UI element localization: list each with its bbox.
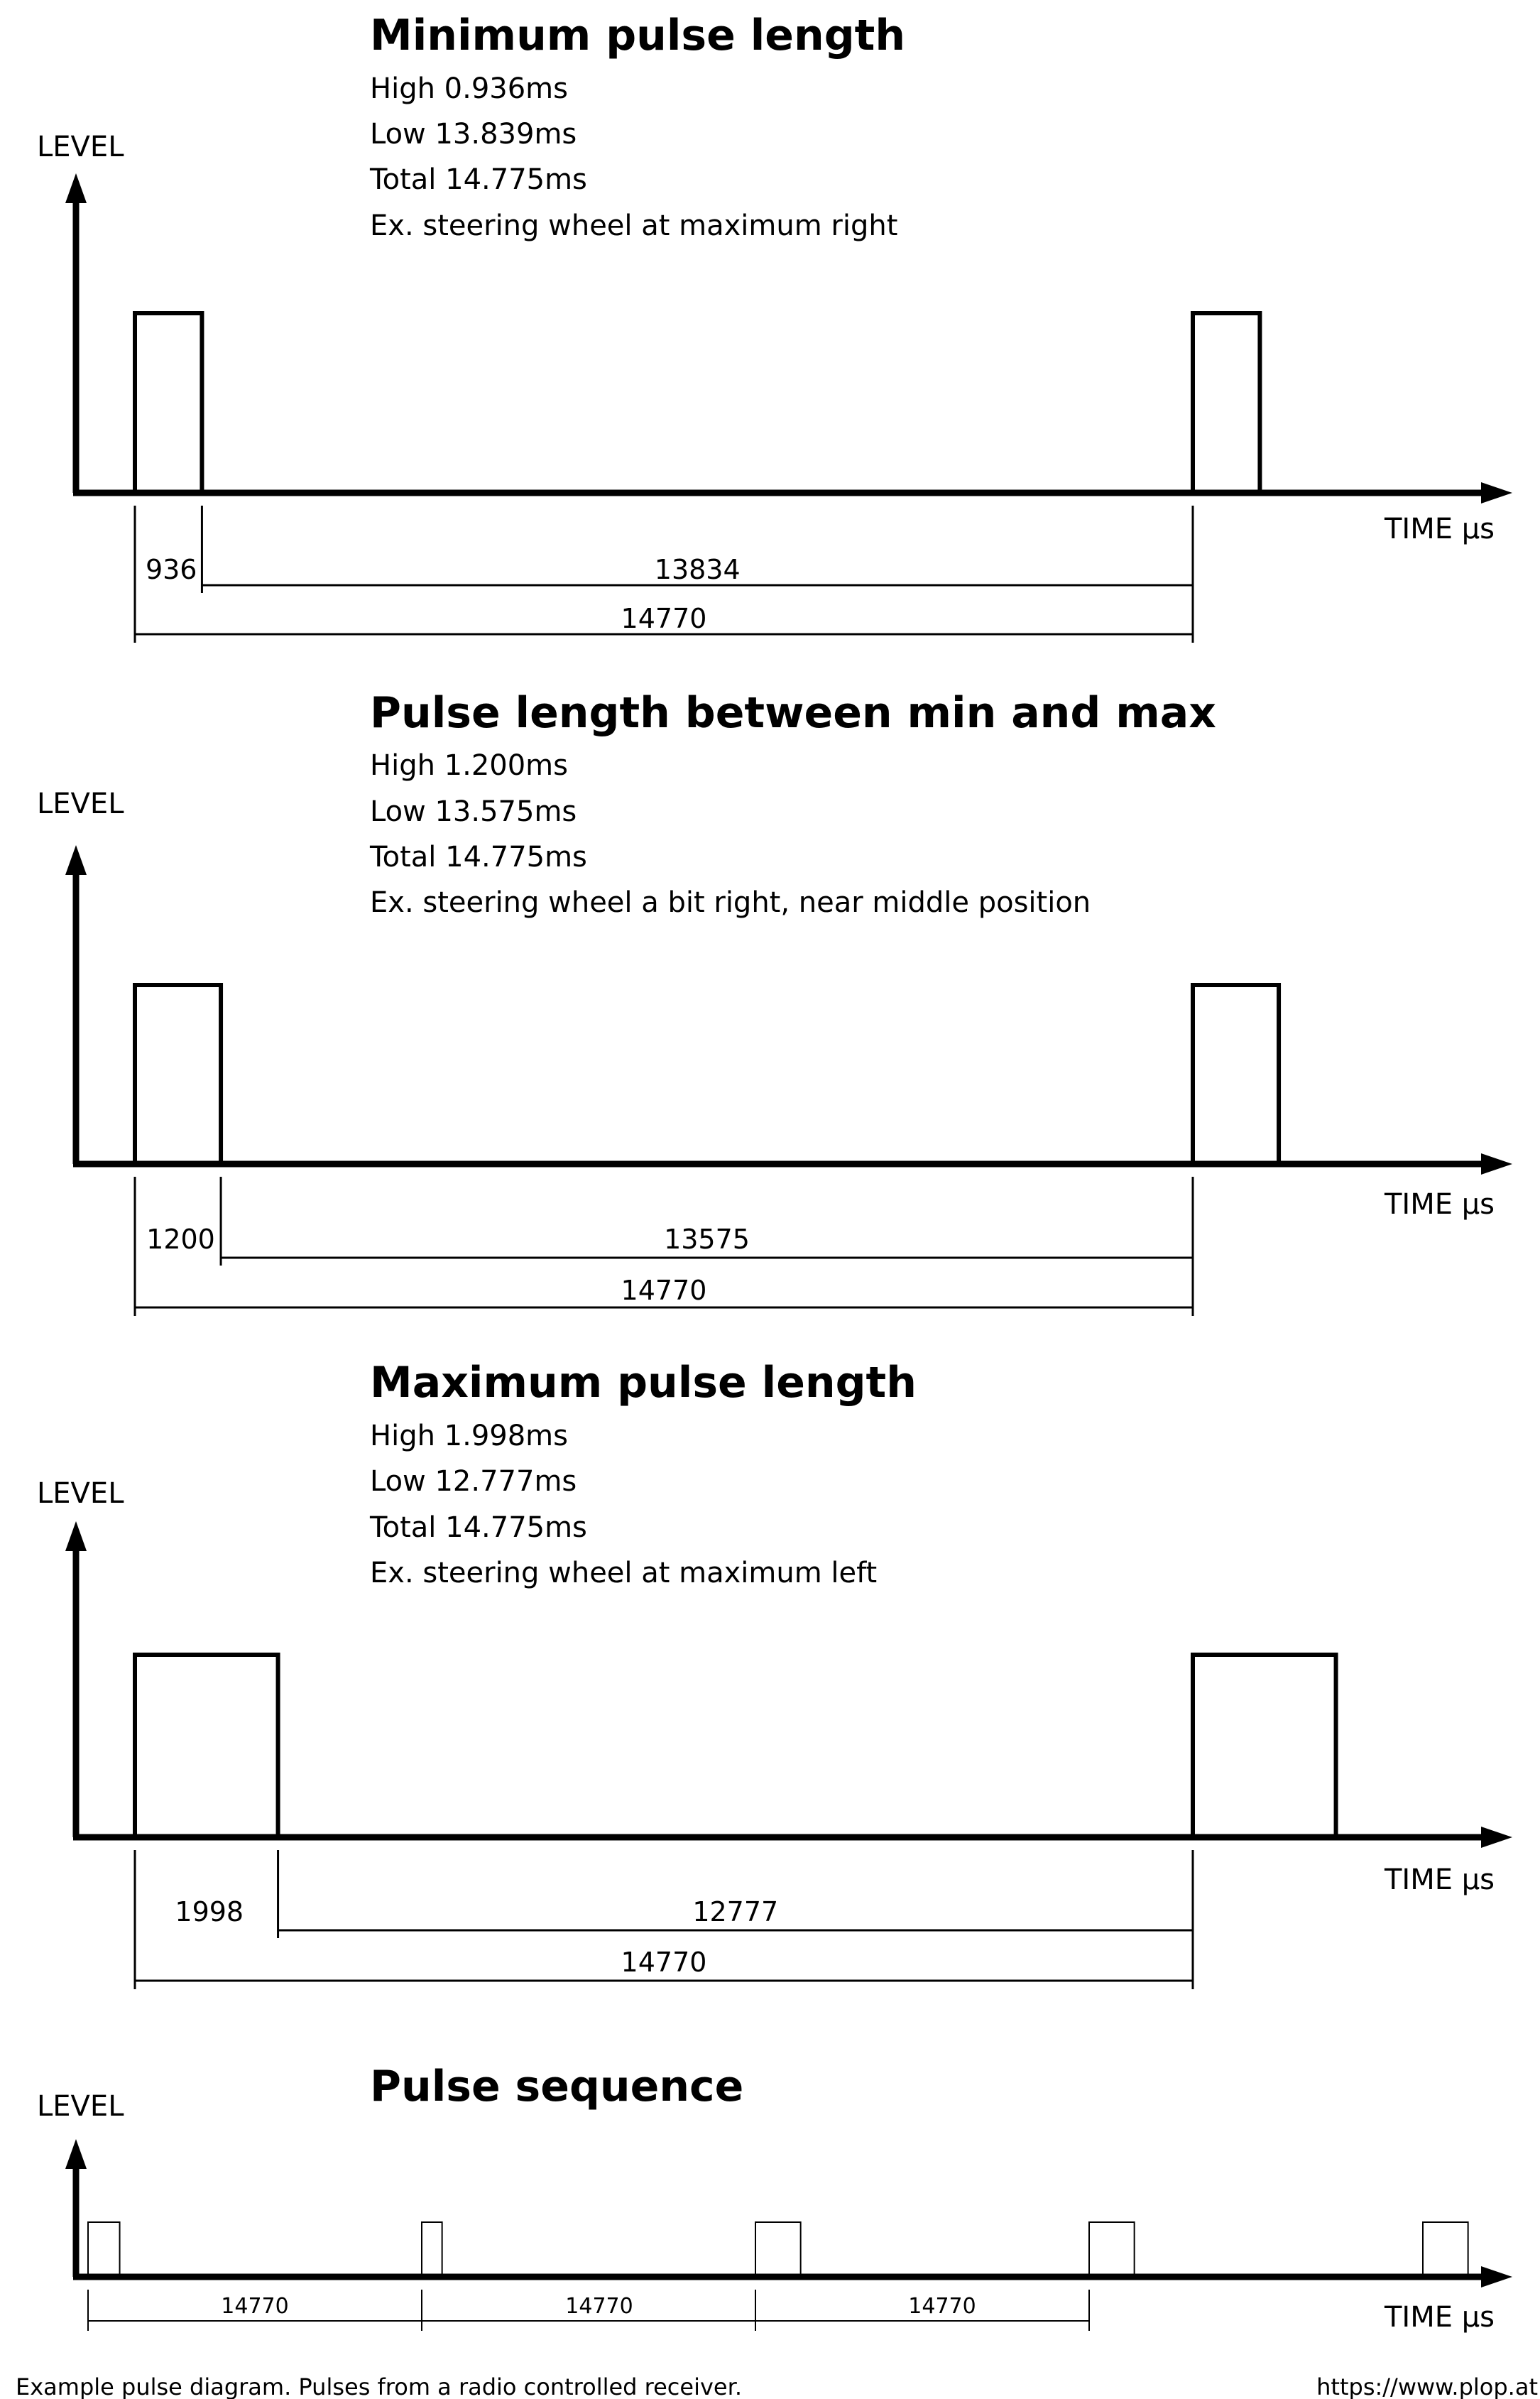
y-axis-arrow bbox=[65, 173, 87, 203]
sequence-pulse bbox=[422, 2222, 442, 2277]
low-duration-label: 13575 bbox=[664, 1224, 750, 1255]
example-text: Ex. steering wheel at maximum right bbox=[370, 210, 898, 242]
panel-title: Maximum pulse length bbox=[370, 1358, 917, 1408]
footer-caption: Example pulse diagram. Pulses from a radio controlled receiver. bbox=[16, 2373, 742, 2399]
y-axis-label: LEVEL bbox=[37, 2090, 124, 2123]
high-duration-label: 1200 bbox=[146, 1224, 215, 1255]
y-axis-arrow bbox=[65, 2139, 87, 2169]
high-time-text: High 1.200ms bbox=[370, 749, 568, 782]
low-time-text: Low 13.575ms bbox=[370, 795, 577, 828]
total-time-text: Total 14.775ms bbox=[370, 841, 587, 874]
y-axis-arrow bbox=[65, 845, 87, 875]
sequence-pulse bbox=[88, 2222, 120, 2277]
period-label: 14770 bbox=[621, 603, 707, 634]
sequence-pulse bbox=[755, 2222, 801, 2277]
panel-minimum-pulse bbox=[37, 11, 1512, 643]
high-time-text: High 1.998ms bbox=[370, 1420, 568, 1452]
total-time-text: Total 14.775ms bbox=[370, 1511, 587, 1544]
period-label: 14770 bbox=[221, 2294, 289, 2319]
x-axis-arrow bbox=[1481, 2266, 1512, 2288]
y-axis-label: LEVEL bbox=[37, 788, 124, 820]
high-duration-label: 936 bbox=[145, 554, 197, 585]
low-time-text: Low 13.839ms bbox=[370, 118, 577, 151]
high-time-text: High 0.936ms bbox=[370, 72, 568, 105]
x-axis-arrow bbox=[1481, 1827, 1512, 1848]
x-axis-label: TIME µs bbox=[1385, 1864, 1495, 1896]
period-label: 14770 bbox=[621, 1947, 707, 1978]
y-axis-label: LEVEL bbox=[37, 131, 124, 163]
panel-mid-pulse bbox=[37, 688, 1512, 1316]
x-axis-label: TIME µs bbox=[1385, 1188, 1495, 1221]
example-text: Ex. steering wheel at maximum left bbox=[370, 1557, 878, 1589]
pulse-waveform bbox=[135, 985, 1279, 1164]
sequence-pulse bbox=[1423, 2222, 1468, 2277]
x-axis-arrow bbox=[1481, 1153, 1512, 1175]
x-axis-arrow bbox=[1481, 482, 1512, 504]
x-axis-label: TIME µs bbox=[1385, 513, 1495, 545]
y-axis-label: LEVEL bbox=[37, 1477, 124, 1510]
low-time-text: Low 12.777ms bbox=[370, 1465, 577, 1498]
low-duration-label: 13834 bbox=[654, 554, 741, 585]
pulse-waveform bbox=[135, 1655, 1336, 1837]
x-axis-label: TIME µs bbox=[1385, 2301, 1495, 2334]
footer-url: https://www.plop.at bbox=[1316, 2373, 1538, 2399]
high-duration-label: 1998 bbox=[175, 1896, 244, 1927]
example-text: Ex. steering wheel a bit right, near middle position bbox=[370, 886, 1091, 919]
period-label: 14770 bbox=[621, 1275, 707, 1306]
period-label: 14770 bbox=[565, 2294, 633, 2319]
sequence-pulse bbox=[1089, 2222, 1135, 2277]
total-time-text: Total 14.775ms bbox=[370, 163, 587, 196]
pulse-waveform bbox=[135, 313, 1260, 493]
low-duration-label: 12777 bbox=[692, 1896, 779, 1927]
panel-title: Minimum pulse length bbox=[370, 11, 906, 60]
panel-title: Pulse sequence bbox=[370, 2062, 744, 2111]
panel-pulse-sequence bbox=[37, 2062, 1512, 2334]
y-axis-arrow bbox=[65, 1521, 87, 1551]
panel-maximum-pulse bbox=[37, 1358, 1512, 1989]
period-label: 14770 bbox=[908, 2294, 976, 2319]
panel-title: Pulse length between min and max bbox=[370, 688, 1216, 738]
